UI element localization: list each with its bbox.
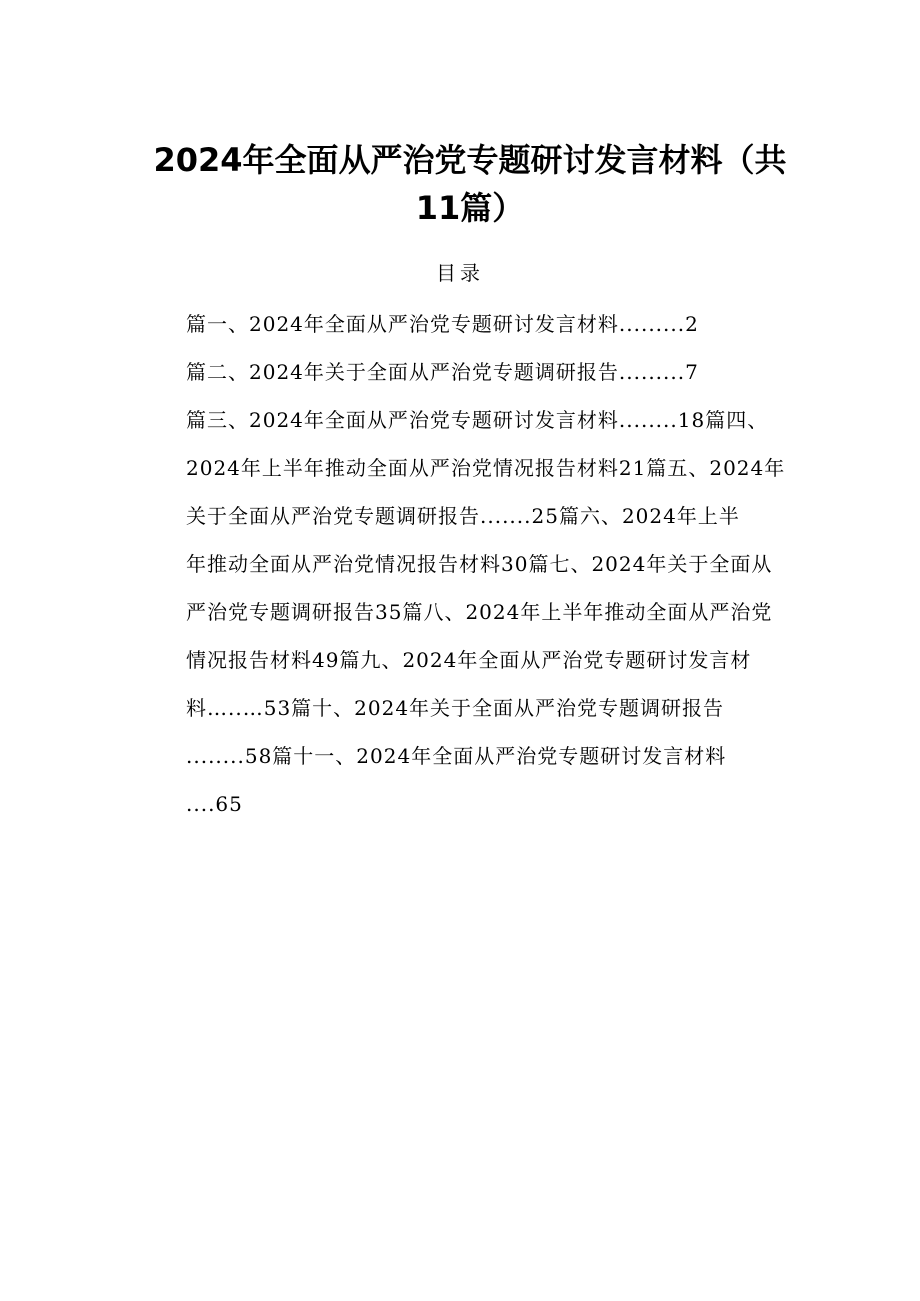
table-of-contents	[186, 306, 826, 834]
toc-line[interactable]: 料…..…53篇十、2024年关于全面从严治党专题调研报告	[186, 696, 725, 720]
toc-line[interactable]: 2024年上半年推动全面从严治党情况报告材料21篇五、2024年	[186, 456, 786, 480]
title-line-1: 2024年全面从严治党专题研讨发言材料（共	[153, 141, 787, 179]
toc-line[interactable]: 篇一、2024年全面从严治党专题研讨发言材料.........2	[186, 312, 699, 336]
toc-line[interactable]: 关于全面从严治党专题调研报告.......25篇六、2024年上半	[186, 504, 740, 528]
toc-line[interactable]: 年推动全面从严治党情况报告材料30篇七、2024年关于全面从	[186, 552, 773, 576]
title-line-2: 11篇）	[415, 189, 525, 227]
toc-line[interactable]: 严治党专题调研报告35篇八、2024年上半年推动全面从严治党	[186, 600, 773, 624]
toc-line[interactable]: 篇三、2024年全面从严治党专题研讨发言材料........18篇四、	[186, 408, 769, 432]
toc-line[interactable]: 情况报告材料49篇九、2024年全面从严治党专题研讨发言材	[186, 648, 752, 672]
toc-heading: 目录	[436, 261, 484, 285]
toc-line[interactable]: 篇二、2024年关于全面从严治党专题调研报告.........7	[186, 360, 699, 384]
toc-line[interactable]: ........58篇十一、2024年全面从严治党专题研讨发言材料	[186, 744, 727, 768]
toc-line[interactable]: ....65	[186, 792, 243, 816]
document-title	[150, 136, 790, 232]
